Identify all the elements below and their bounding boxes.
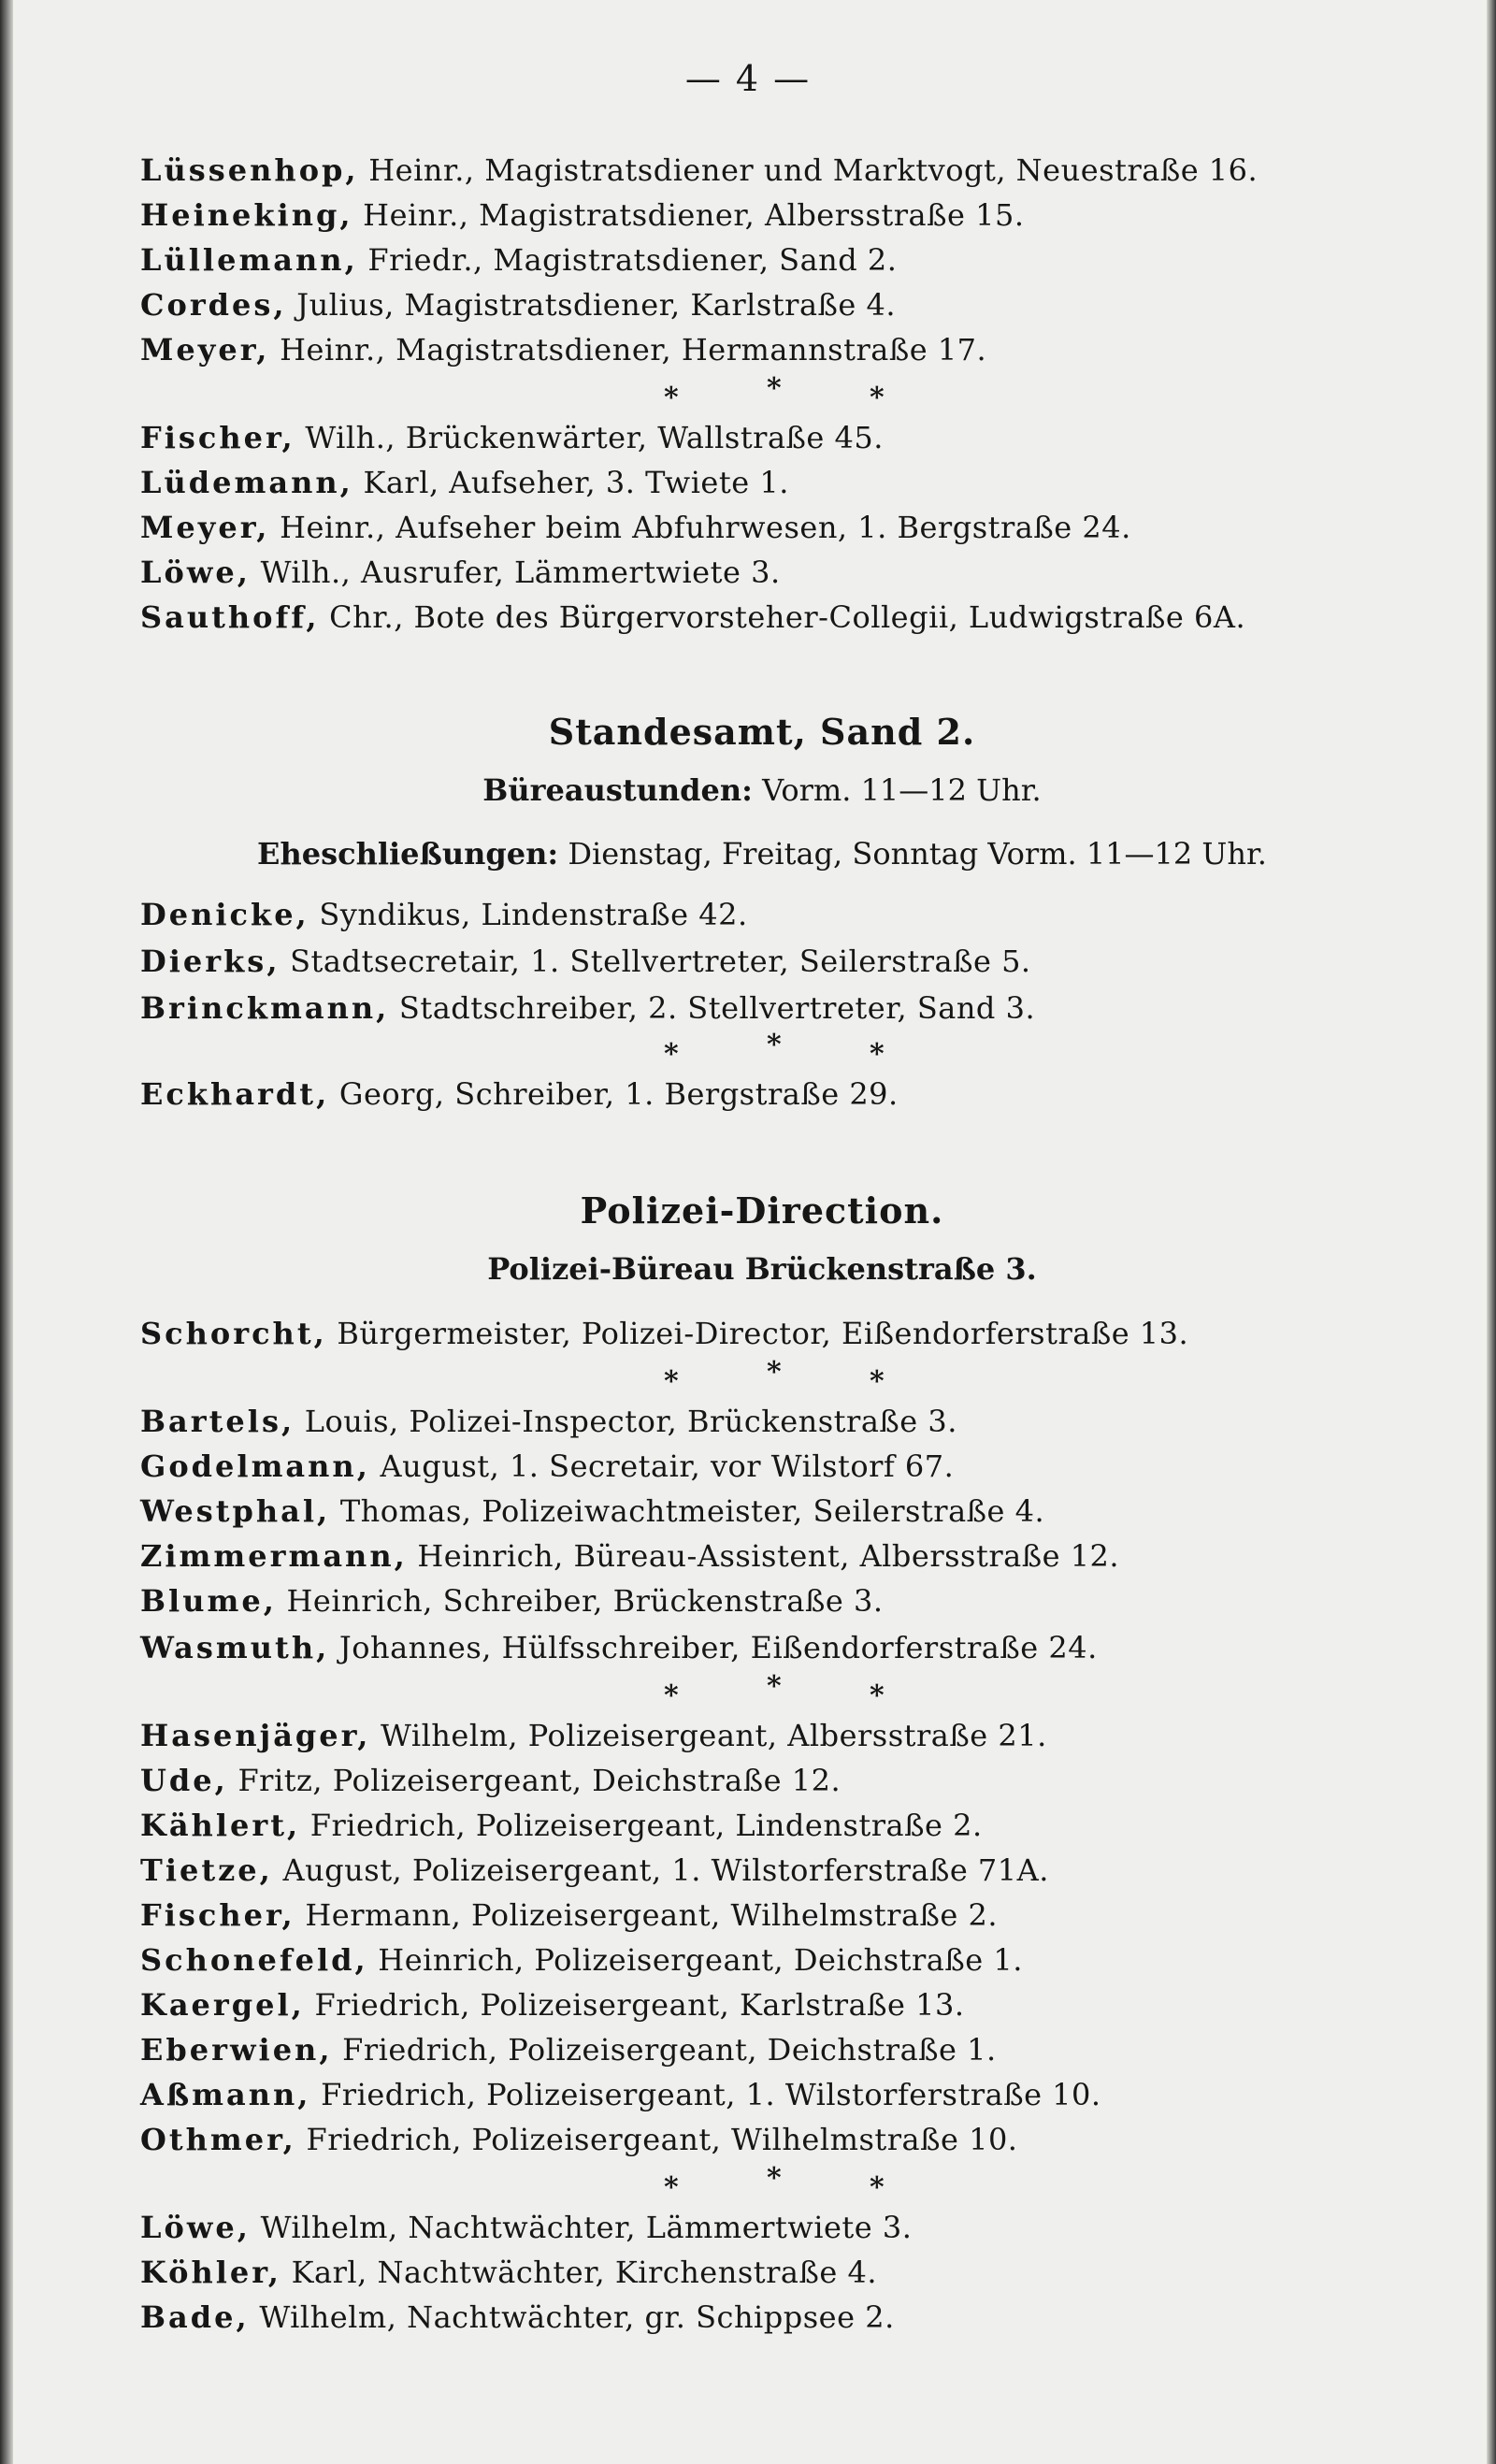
entry-surname: Cordes, [140,287,287,323]
directory-entry [140,987,1035,1029]
entry-details: Friedrich, Polizeisergeant, Wilhelmstraße 10. [295,2122,1018,2157]
directory-entry [140,417,884,458]
entry-surname: Tietze, [140,1852,273,1888]
entry-surname: Aßmann, [140,2077,311,2112]
entry-details: Bürgermeister, Polizei-Director, Eißendorferstraße 13. [326,1316,1189,1351]
entry-surname: Schorcht, [140,1316,327,1351]
entry-details: Wilhelm, Nachtwächter, Lämmertwiete 3. [250,2210,913,2245]
entry-details: Karl, Nachtwächter, Kirchenstraße 4. [280,2255,878,2290]
entry-surname: Blume, [140,1583,277,1619]
asterisk: * [664,1679,679,1712]
entry-surname: Wasmuth, [140,1630,330,1665]
directory-entry [140,894,748,935]
asterisk: * [767,1029,782,1061]
entry-details: Heinr., Magistratsdiener und Marktvogt, Neuestraße 16. [358,152,1259,188]
police-bureau-address: Polizei-Büreau Brückenstraße 3. [487,1251,1037,1287]
entry-details: Heinrich, Schreiber, Brückenstraße 3. [276,1583,884,1619]
entry-details: Wilh., Ausrufer, Lämmertwiete 3. [250,555,781,590]
entry-details: Friedrich, Polizeisergeant, Deichstraße 1. [332,2032,997,2068]
asterism-separator [664,2162,1057,2203]
section-heading-polizei: Polizei-Direction. [580,1189,944,1232]
directory-entry [140,1313,1188,1354]
directory-entry [140,597,1245,638]
police-bureau [140,1251,1384,1287]
entry-surname: Köhler, [140,2255,281,2290]
page-number: — 4 — [684,58,812,99]
entry-surname: Eckhardt, [140,1076,330,1112]
office-hours-value: Vorm. 11—12 Uhr. [752,772,1042,808]
entry-details: Stadtsecretair, 1. Stellvertreter, Seilerstraße 5. [280,944,1031,979]
entry-details: Syndikus, Lindenstraße 42. [309,897,748,932]
asterism-separator [664,1670,1057,1711]
directory-entry [140,1535,1119,1577]
entry-details: Fritz, Polizeisergeant, Deichstraße 12. [227,1763,842,1798]
entry-details: Chr., Bote des Bürgervorsteher-Collegii, Ludwigstraße 6A. [319,599,1246,635]
entry-surname: Denicke, [140,897,309,932]
marriage-hours [140,836,1384,872]
entry-surname: Othmer, [140,2122,296,2157]
directory-entry [140,1760,841,1801]
directory-entry [140,2029,997,2070]
asterisk: * [767,1670,782,1703]
entry-surname: Eberwien, [140,2032,333,2068]
entry-surname: Kählert, [140,1808,301,1843]
entry-details: Friedr., Magistratsdiener, Sand 2. [357,242,898,278]
entry-surname: Löwe, [140,2210,251,2245]
entry-surname: Sauthoff, [140,599,320,635]
entry-details: Julius, Magistratsdiener, Karlstraße 4. [286,287,897,323]
asterism-separator [664,1029,1057,1070]
directory-entry [140,1627,1098,1668]
entry-details: Heinrich, Büreau-Assistent, Albersstraße 12. [407,1538,1120,1574]
entry-details: Georg, Schreiber, 1. Bergstraße 29. [329,1076,899,1112]
entry-details: Heinr., Aufseher beim Abfuhrwesen, 1. Bergstraße 24. [269,510,1131,545]
directory-entry [140,1580,884,1621]
entry-details: Wilhelm, Polizeisergeant, Albersstraße 21. [370,1718,1047,1753]
asterisk: * [870,382,885,414]
entry-surname: Lüllemann, [140,242,358,278]
entry-surname: Ude, [140,1763,228,1798]
entry-details: Thomas, Polizeiwachtmeister, Seilerstraße 4. [330,1493,1045,1529]
entry-details: Heinr., Magistratsdiener, Hermannstraße 17. [269,332,987,367]
entry-details: Friedrich, Polizeisergeant, Karlstraße 13. [304,1987,965,2023]
directory-entry [140,1491,1044,1532]
entry-surname: Fischer, [140,420,295,455]
office-hours-label: Büreaustunden: [482,772,753,808]
entry-surname: Bade, [140,2299,250,2335]
entry-details: Friedrich, Polizeisergeant, 1. Wilstorferstraße 10. [310,2077,1101,2112]
marriage-hours-value: Dienstag, Freitag, Sonntag Vorm. 11—12 Uhr. [558,836,1267,872]
entry-surname: Heineking, [140,197,353,233]
marriage-hours-label: Eheschließungen: [257,836,559,872]
asterism-separator [664,1356,1057,1397]
asterisk: * [767,372,782,405]
entry-details: Wilh., Brückenwärter, Wallstraße 45. [295,420,884,455]
directory-entry [140,284,896,325]
entry-details: Heinr., Magistratsdiener, Albersstraße 15. [352,197,1025,233]
directory-entry [140,2207,912,2248]
entry-surname: Lüssenhop, [140,152,359,188]
entry-surname: Meyer, [140,510,270,545]
entry-details: August, 1. Secretair, vor Wilstorf 67. [369,1448,955,1484]
directory-entry [140,1805,983,1846]
entry-surname: Westphal, [140,1493,331,1529]
directory-entry [140,507,1131,548]
scan-edge-right [1487,0,1496,2464]
entry-surname: Kaergel, [140,1987,305,2023]
asterisk: * [767,2162,782,2195]
asterisk: * [664,382,679,414]
asterisk: * [767,1356,782,1389]
directory-entry [140,1073,899,1115]
entry-details: Stadtschreiber, 2. Stellvertreter, Sand 3. [389,990,1036,1026]
entry-details: Louis, Polizei-Inspector, Brückenstraße 3. [295,1404,957,1439]
entry-surname: Brinckmann, [140,990,390,1026]
directory-entry [140,150,1258,191]
entry-surname: Meyer, [140,332,270,367]
directory-entry [140,195,1024,236]
entry-details: Karl, Aufseher, 3. Twiete 1. [352,465,789,500]
entry-surname: Löwe, [140,555,251,590]
scan-edge-left [0,0,13,2464]
entry-details: Heinrich, Polizeisergeant, Deichstraße 1. [367,1942,1023,1978]
entry-surname: Fischer, [140,1897,295,1933]
entry-details: Wilhelm, Nachtwächter, gr. Schippsee 2. [249,2299,895,2335]
office-hours [140,772,1384,808]
entry-details: August, Polizeisergeant, 1. Wilstorferstraße 71A. [272,1852,1049,1888]
directory-entry [140,1715,1047,1756]
directory-entry [140,1401,957,1442]
directory-entry [140,1850,1049,1891]
asterisk: * [664,2171,679,2204]
asterisk: * [870,1038,885,1071]
directory-entry [140,329,986,370]
entry-surname: Godelmann, [140,1448,370,1484]
asterisk: * [870,1679,885,1712]
directory-entry [140,941,1031,982]
directory-entry [140,1939,1023,1981]
asterisk: * [664,1038,679,1071]
entry-surname: Hasenjäger, [140,1718,371,1753]
directory-entry [140,2074,1101,2115]
asterisk: * [870,2171,885,2204]
directory-entry [140,552,781,593]
directory-entry [140,462,789,503]
section-heading-standesamt: Standesamt, Sand 2. [548,711,976,753]
directory-entry [140,2252,877,2293]
entry-details: Friedrich, Polizeisergeant, Lindenstraße 2. [300,1808,983,1843]
directory-entry [140,1446,954,1487]
entry-surname: Dierks, [140,944,280,979]
entry-details: Hermann, Polizeisergeant, Wilhelmstraße 2. [295,1897,999,1933]
entry-surname: Bartels, [140,1404,295,1439]
directory-entry [140,2119,1017,2160]
entry-surname: Schonefeld, [140,1942,368,1978]
asterisk: * [870,1365,885,1398]
entry-surname: Lüdemann, [140,465,353,500]
directory-entry [140,1895,998,1936]
asterisk: * [664,1365,679,1398]
entry-details: Johannes, Hülfsschreiber, Eißendorferstraße 24. [329,1630,1098,1665]
directory-entry [140,239,897,281]
directory-entry [140,2297,895,2338]
asterism-separator [664,372,1057,413]
directory-entry [140,1984,965,2025]
entry-surname: Zimmermann, [140,1538,408,1574]
